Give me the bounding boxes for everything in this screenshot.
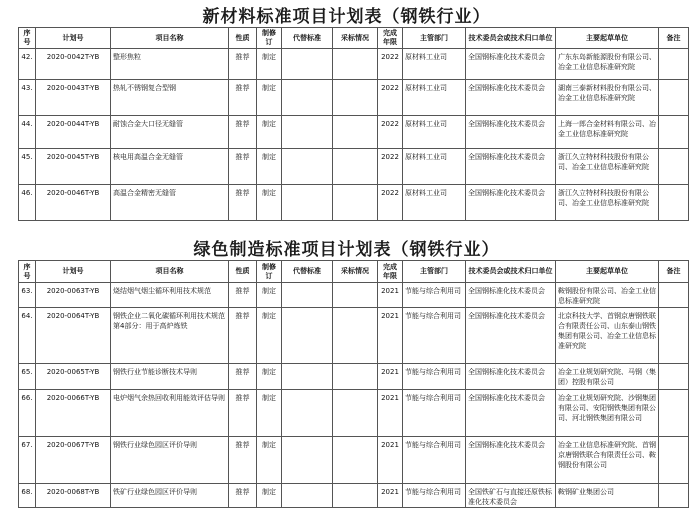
cell-drafters: 冶金工业信息标准研究院、首钢京唐钢铁联合有限责任公司、鞍钢股份有限公司 bbox=[556, 437, 659, 484]
table-row bbox=[19, 308, 689, 364]
cell-committee: 全国钢标准化技术委员会 bbox=[466, 390, 556, 437]
cell-drafters: 浙江久立特材科技股份有限公司、冶金工业信息标准研究院 bbox=[556, 149, 659, 185]
cell-replaced-standard bbox=[282, 49, 333, 80]
cell-deadline: 2021 bbox=[378, 364, 403, 390]
header-department: 主管部门 bbox=[403, 261, 466, 283]
cell-department: 节能与综合利用司 bbox=[403, 390, 466, 437]
cell-committee: 全国钢标准化技术委员会 bbox=[466, 437, 556, 484]
cell-remarks bbox=[659, 149, 689, 185]
cell-department: 原材料工业司 bbox=[403, 80, 466, 116]
cell-committee: 全国钢标准化技术委员会 bbox=[466, 80, 556, 116]
cell-deadline: 2022 bbox=[378, 185, 403, 221]
cell-department: 节能与综合利用司 bbox=[403, 364, 466, 390]
cell-plan-no: 2020-0067T-YB bbox=[36, 437, 111, 484]
cell-adoption bbox=[333, 437, 378, 484]
header-deadline: 完成年限 bbox=[378, 261, 403, 283]
plan-table-green-manufacturing bbox=[18, 260, 689, 508]
cell-deadline: 2021 bbox=[378, 390, 403, 437]
cell-nature: 推荐 bbox=[229, 437, 257, 484]
cell-project-name: 整形焦粒 bbox=[111, 49, 229, 80]
cell-plan-no: 2020-0046T-YB bbox=[36, 185, 111, 221]
cell-nature: 推荐 bbox=[229, 80, 257, 116]
table-title-green-manufacturing: 绿色制造标准项目计划表（钢铁行业） bbox=[193, 240, 500, 260]
plan-table-new-materials bbox=[18, 27, 689, 221]
cell-adoption bbox=[333, 49, 378, 80]
cell-revision: 制定 bbox=[257, 116, 282, 149]
cell-revision: 制定 bbox=[257, 283, 282, 308]
cell-deadline: 2022 bbox=[378, 49, 403, 80]
header-nature: 性质 bbox=[229, 28, 257, 49]
cell-revision: 制定 bbox=[257, 49, 282, 80]
cell-adoption bbox=[333, 484, 378, 508]
header-revision: 制修订 bbox=[257, 261, 282, 283]
table-row bbox=[19, 283, 689, 308]
header-department: 主管部门 bbox=[403, 28, 466, 49]
cell-adoption bbox=[333, 283, 378, 308]
cell-nature: 推荐 bbox=[229, 185, 257, 221]
cell-remarks bbox=[659, 308, 689, 364]
cell-replaced-standard bbox=[282, 80, 333, 116]
cell-replaced-standard bbox=[282, 484, 333, 508]
cell-department: 节能与综合利用司 bbox=[403, 484, 466, 508]
cell-department: 节能与综合利用司 bbox=[403, 283, 466, 308]
cell-committee: 全国钢标准化技术委员会 bbox=[466, 149, 556, 185]
cell-revision: 制定 bbox=[257, 80, 282, 116]
cell-department: 原材料工业司 bbox=[403, 49, 466, 80]
cell-committee: 全国钢标准化技术委员会 bbox=[466, 364, 556, 390]
cell-replaced-standard bbox=[282, 437, 333, 484]
cell-adoption bbox=[333, 364, 378, 390]
cell-deadline: 2021 bbox=[378, 283, 403, 308]
cell-seq: 42. bbox=[19, 49, 36, 80]
table-title-new-materials: 新材料标准项目计划表（钢铁行业） bbox=[202, 7, 491, 27]
cell-revision: 制定 bbox=[257, 308, 282, 364]
cell-plan-no: 2020-0042T-YB bbox=[36, 49, 111, 80]
cell-nature: 推荐 bbox=[229, 49, 257, 80]
cell-deadline: 2021 bbox=[378, 484, 403, 508]
cell-remarks bbox=[659, 185, 689, 221]
cell-plan-no: 2020-0066T-YB bbox=[36, 390, 111, 437]
header-project-name: 项目名称 bbox=[111, 28, 229, 49]
cell-plan-no: 2020-0065T-YB bbox=[36, 364, 111, 390]
cell-replaced-standard bbox=[282, 185, 333, 221]
header-remarks: 备注 bbox=[659, 261, 689, 283]
cell-project-name: 铁矿行业绿色园区评价导则 bbox=[111, 484, 229, 508]
cell-revision: 制定 bbox=[257, 390, 282, 437]
header-remarks: 备注 bbox=[659, 28, 689, 49]
cell-replaced-standard bbox=[282, 364, 333, 390]
cell-plan-no: 2020-0043T-YB bbox=[36, 80, 111, 116]
cell-drafters: 上海一郎合金材料有限公司、冶金工业信息标准研究院 bbox=[556, 116, 659, 149]
header-adoption: 采标情况 bbox=[333, 28, 378, 49]
header-project-name: 项目名称 bbox=[111, 261, 229, 283]
cell-drafters: 广东东岛新能源股份有限公司、冶金工业信息标准研究院 bbox=[556, 49, 659, 80]
cell-revision: 制定 bbox=[257, 185, 282, 221]
header-committee: 技术委员会或技术归口单位 bbox=[466, 28, 556, 49]
table-row bbox=[19, 149, 689, 185]
cell-replaced-standard bbox=[282, 390, 333, 437]
cell-department: 节能与综合利用司 bbox=[403, 437, 466, 484]
header-adoption: 采标情况 bbox=[333, 261, 378, 283]
cell-project-name: 钢铁行业节能诊断技术导则 bbox=[111, 364, 229, 390]
header-deadline: 完成年限 bbox=[378, 28, 403, 49]
cell-nature: 推荐 bbox=[229, 149, 257, 185]
cell-department: 原材料工业司 bbox=[403, 185, 466, 221]
cell-project-name: 钢铁企业二氧化碳循环利用技术规范 第4部分：用于高炉炼铁 bbox=[111, 308, 229, 364]
cell-remarks bbox=[659, 484, 689, 508]
table-row bbox=[19, 80, 689, 116]
cell-remarks bbox=[659, 116, 689, 149]
cell-remarks bbox=[659, 390, 689, 437]
cell-deadline: 2022 bbox=[378, 80, 403, 116]
cell-drafters: 浙江久立特材科技股份有限公司、冶金工业信息标准研究院 bbox=[556, 185, 659, 221]
cell-remarks bbox=[659, 437, 689, 484]
header-plan-no: 计划号 bbox=[36, 261, 111, 283]
cell-seq: 67. bbox=[19, 437, 36, 484]
table-row bbox=[19, 390, 689, 437]
cell-deadline: 2021 bbox=[378, 437, 403, 484]
header-seq: 序号 bbox=[19, 28, 36, 49]
cell-department: 原材料工业司 bbox=[403, 116, 466, 149]
cell-committee: 全国钢标准化技术委员会 bbox=[466, 185, 556, 221]
cell-nature: 推荐 bbox=[229, 283, 257, 308]
cell-adoption bbox=[333, 116, 378, 149]
cell-seq: 44. bbox=[19, 116, 36, 149]
cell-plan-no: 2020-0044T-YB bbox=[36, 116, 111, 149]
cell-revision: 制定 bbox=[257, 149, 282, 185]
cell-nature: 推荐 bbox=[229, 390, 257, 437]
cell-remarks bbox=[659, 80, 689, 116]
cell-committee: 全国钢标准化技术委员会 bbox=[466, 283, 556, 308]
cell-project-name: 热轧不锈钢复合型钢 bbox=[111, 80, 229, 116]
cell-nature: 推荐 bbox=[229, 484, 257, 508]
cell-seq: 65. bbox=[19, 364, 36, 390]
cell-drafters: 湖南三泰新材料股份有限公司、冶金工业信息标准研究院 bbox=[556, 80, 659, 116]
table-row bbox=[19, 185, 689, 221]
cell-deadline: 2022 bbox=[378, 149, 403, 185]
cell-project-name: 核电用高温合金无缝管 bbox=[111, 149, 229, 185]
table-row bbox=[19, 437, 689, 484]
cell-drafters: 北京科技大学、首钢京唐钢铁联合有限责任公司、山东泰山钢铁集团有限公司、冶金工业信息标准研究院 bbox=[556, 308, 659, 364]
cell-nature: 推荐 bbox=[229, 116, 257, 149]
table-row bbox=[19, 364, 689, 390]
cell-plan-no: 2020-0068T-YB bbox=[36, 484, 111, 508]
header-replaced-standard: 代替标准 bbox=[282, 28, 333, 49]
cell-drafters: 鞍钢矿业集团公司 bbox=[556, 484, 659, 508]
cell-remarks bbox=[659, 364, 689, 390]
header-drafters: 主要起草单位 bbox=[556, 261, 659, 283]
header-nature: 性质 bbox=[229, 261, 257, 283]
cell-project-name: 耐蚀合金大口径无缝管 bbox=[111, 116, 229, 149]
cell-replaced-standard bbox=[282, 308, 333, 364]
cell-adoption bbox=[333, 185, 378, 221]
header-seq: 序号 bbox=[19, 261, 36, 283]
cell-seq: 66. bbox=[19, 390, 36, 437]
cell-project-name: 烧结烟气烟尘循环利用技术规范 bbox=[111, 283, 229, 308]
header-plan-no: 计划号 bbox=[36, 28, 111, 49]
cell-replaced-standard bbox=[282, 149, 333, 185]
header-committee: 技术委员会或技术归口单位 bbox=[466, 261, 556, 283]
cell-project-name: 钢铁行业绿色园区评价导则 bbox=[111, 437, 229, 484]
cell-deadline: 2021 bbox=[378, 308, 403, 364]
cell-seq: 45. bbox=[19, 149, 36, 185]
cell-adoption bbox=[333, 308, 378, 364]
cell-replaced-standard bbox=[282, 116, 333, 149]
cell-seq: 46. bbox=[19, 185, 36, 221]
cell-remarks bbox=[659, 283, 689, 308]
cell-department: 节能与综合利用司 bbox=[403, 308, 466, 364]
header-drafters: 主要起草单位 bbox=[556, 28, 659, 49]
cell-plan-no: 2020-0064T-YB bbox=[36, 308, 111, 364]
cell-seq: 63. bbox=[19, 283, 36, 308]
cell-drafters: 鞍钢股份有限公司、冶金工业信息标准研究院 bbox=[556, 283, 659, 308]
cell-department: 原材料工业司 bbox=[403, 149, 466, 185]
cell-revision: 制定 bbox=[257, 437, 282, 484]
cell-nature: 推荐 bbox=[229, 364, 257, 390]
cell-committee: 全国铁矿石与直接还原铁标准化技术委员会 bbox=[466, 484, 556, 508]
cell-committee: 全国钢标准化技术委员会 bbox=[466, 116, 556, 149]
cell-plan-no: 2020-0045T-YB bbox=[36, 149, 111, 185]
table-row bbox=[19, 116, 689, 149]
cell-deadline: 2022 bbox=[378, 116, 403, 149]
cell-remarks bbox=[659, 49, 689, 80]
cell-seq: 68. bbox=[19, 484, 36, 508]
cell-drafters: 冶金工业规划研究院、沙钢集团有限公司、安阳钢铁集团有限公司、河北钢铁集团有限公司 bbox=[556, 390, 659, 437]
cell-adoption bbox=[333, 390, 378, 437]
cell-committee: 全国钢标准化技术委员会 bbox=[466, 49, 556, 80]
cell-revision: 制定 bbox=[257, 484, 282, 508]
cell-nature: 推荐 bbox=[229, 308, 257, 364]
header-replaced-standard: 代替标准 bbox=[282, 261, 333, 283]
cell-adoption bbox=[333, 149, 378, 185]
cell-seq: 43. bbox=[19, 80, 36, 116]
cell-plan-no: 2020-0063T-YB bbox=[36, 283, 111, 308]
table-row bbox=[19, 49, 689, 80]
cell-project-name: 电炉烟气余热回收利用能效评估导则 bbox=[111, 390, 229, 437]
header-revision: 制修订 bbox=[257, 28, 282, 49]
cell-replaced-standard bbox=[282, 283, 333, 308]
cell-drafters: 冶金工业规划研究院、马钢（集团）控股有限公司 bbox=[556, 364, 659, 390]
cell-adoption bbox=[333, 80, 378, 116]
cell-project-name: 高温合金精密无缝管 bbox=[111, 185, 229, 221]
cell-seq: 64. bbox=[19, 308, 36, 364]
cell-revision: 制定 bbox=[257, 364, 282, 390]
table-row bbox=[19, 484, 689, 508]
cell-committee: 全国钢标准化技术委员会 bbox=[466, 308, 556, 364]
